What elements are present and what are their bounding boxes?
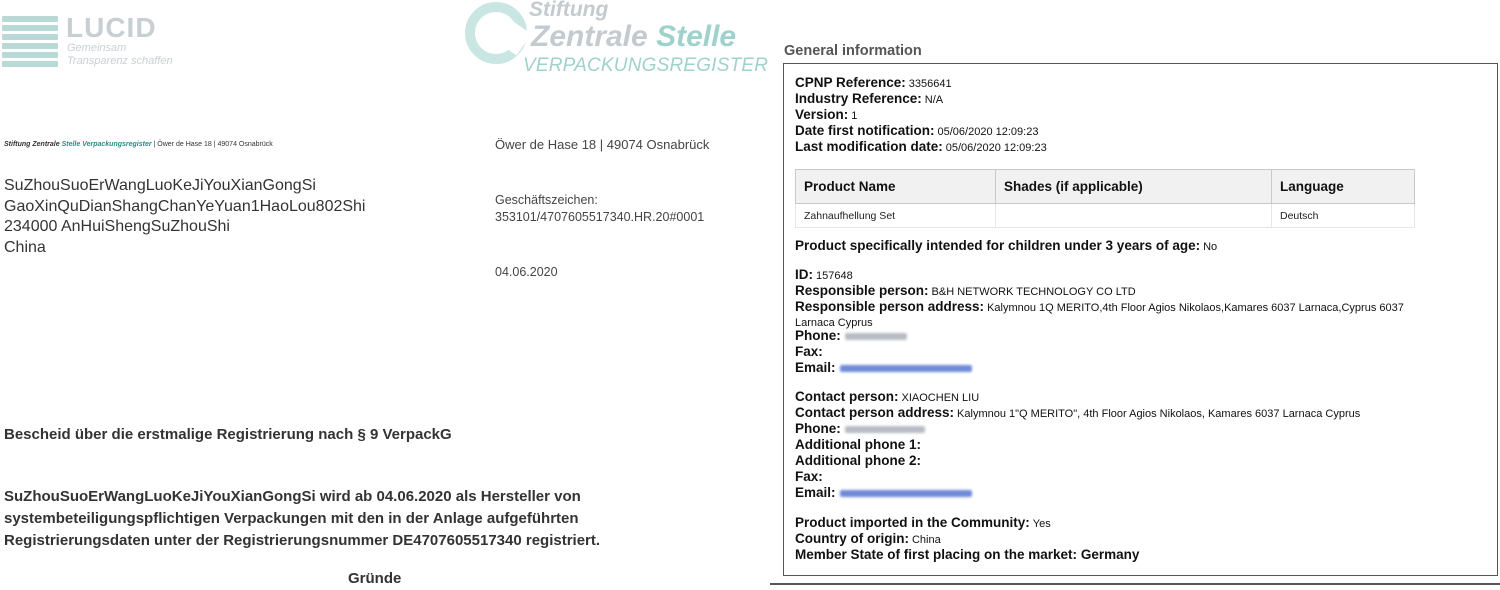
last-modification-row: Last modification date: 05/06/2020 12:09:23 [795,139,1047,154]
reference-label: Geschäftszeichen: [495,193,598,207]
zsvr-logo-line2: Zentrale Stelle [531,20,737,53]
responsible-address-cont: Larnaca Cyprus [795,317,873,329]
lucid-stripes-icon [2,16,58,72]
table-cell [996,204,1272,228]
table-cell: Zahnaufhellung Set [796,204,996,228]
sender-address: Öwer de Hase 18 | 49074 Osnabrück [495,137,710,152]
recipient-line: China [4,238,46,256]
imported-row: Product imported in the Community: Yes [795,515,1051,530]
product-table [795,169,1415,228]
table-row [796,204,1415,228]
recipient-line: GaoXinQuDianShangChanYeYuan1HaoLou802Shi [4,197,366,215]
zsvr-logo-line3: VERPACKUNGSREGISTER [523,55,769,76]
body-line: systembeteiligungspflichtigen Verpackungen mit den in der Anlage aufgeführten [4,510,579,527]
redacted-email[interactable] [840,365,972,372]
redacted-phone [845,333,907,340]
email-row: Email: [795,360,972,376]
contact-phone-row: Phone: [795,421,925,437]
column-header: Language [1272,170,1415,204]
date-first-notification-row: Date first notification: 05/06/2020 12:09:23 [795,123,1039,138]
children-row: Product specifically intended for children under 3 years of age: No [795,238,1218,253]
table-cell: Deutsch [1272,204,1415,228]
contact-fax-row: Fax: [795,469,823,484]
contact-address-row: Contact person address: Kalymnou 1"Q MERITO", 4th Floor Agios Nikolaos, Kamares 6037 Larnaca Cyprus [795,405,1361,420]
member-state-row: Member State of first placing on the market: Germany [795,547,1140,562]
sender-return-line: Stiftung Zentrale Stelle Verpackungsregister | Öwer de Hase 18 | 49074 Osnabrück [4,141,273,148]
recipient-line: 234000 AnHuiShengSuZhouShi [4,218,230,235]
industry-reference-row: Industry Reference: N/A [795,91,944,106]
responsible-person-row: Responsible person: B&H NETWORK TECHNOLOGY CO LTD [795,283,1136,298]
redacted-email[interactable] [840,490,972,497]
version-row: Version: 1 [795,107,858,122]
section-title: General information [784,43,922,59]
responsible-address-row: Responsible person address: Kalymnou 1Q MERITO,4th Floor Agios Nikolaos,Kamares 6037 Larnaca,Cyprus 6037 [795,299,1404,314]
divider [770,583,1500,585]
letter-subject: Bescheid über die erstmalige Registrierung nach § 9 VerpackG [4,426,452,443]
recipient-address [4,176,365,258]
additional-phone-2-row: Additional phone 2: [795,453,921,468]
table-header-row [796,170,1415,204]
reference-value: 353101/4707605517340.HR.20#0001 [495,210,705,224]
additional-phone-1-row: Additional phone 1: [795,437,921,452]
recipient-line: SuZhouSuoErWangLuoKeJiYouXianGongSi [4,177,316,194]
letter-date: 04.06.2020 [495,265,558,279]
id-row: ID: 157648 [795,267,853,282]
lucid-logo [2,12,192,74]
phone-row: Phone: [795,328,907,344]
zsvr-logo [463,0,769,80]
reasons-heading: Gründe [348,570,402,587]
cpnp-reference-row: CPNP Reference: 3356641 [795,75,952,90]
letter-body [4,486,724,552]
fax-row: Fax: [795,344,823,359]
contact-email-row: Email: [795,485,972,501]
body-line: Registrierungsdaten unter der Registrierungsnummer DE4707605517340 registriert. [4,532,601,549]
zsvr-logo-line1: Stiftung [529,0,609,21]
contact-person-row: Contact person: XIAOCHEN LIU [795,389,980,404]
body-line: SuZhouSuoErWangLuoKeJiYouXianGongSi wird ab 04.06.2020 als Hersteller von [4,488,581,505]
column-header: Product Name [796,170,996,204]
lucid-tagline: Gemeinsam Transparenz schaffen [67,42,173,67]
lucid-wordmark: LUCID [66,12,157,43]
column-header: Shades (if applicable) [996,170,1272,204]
redacted-phone [845,426,925,433]
cpnp-general-information [770,0,1500,590]
country-of-origin-row: Country of origin: China [795,531,941,546]
